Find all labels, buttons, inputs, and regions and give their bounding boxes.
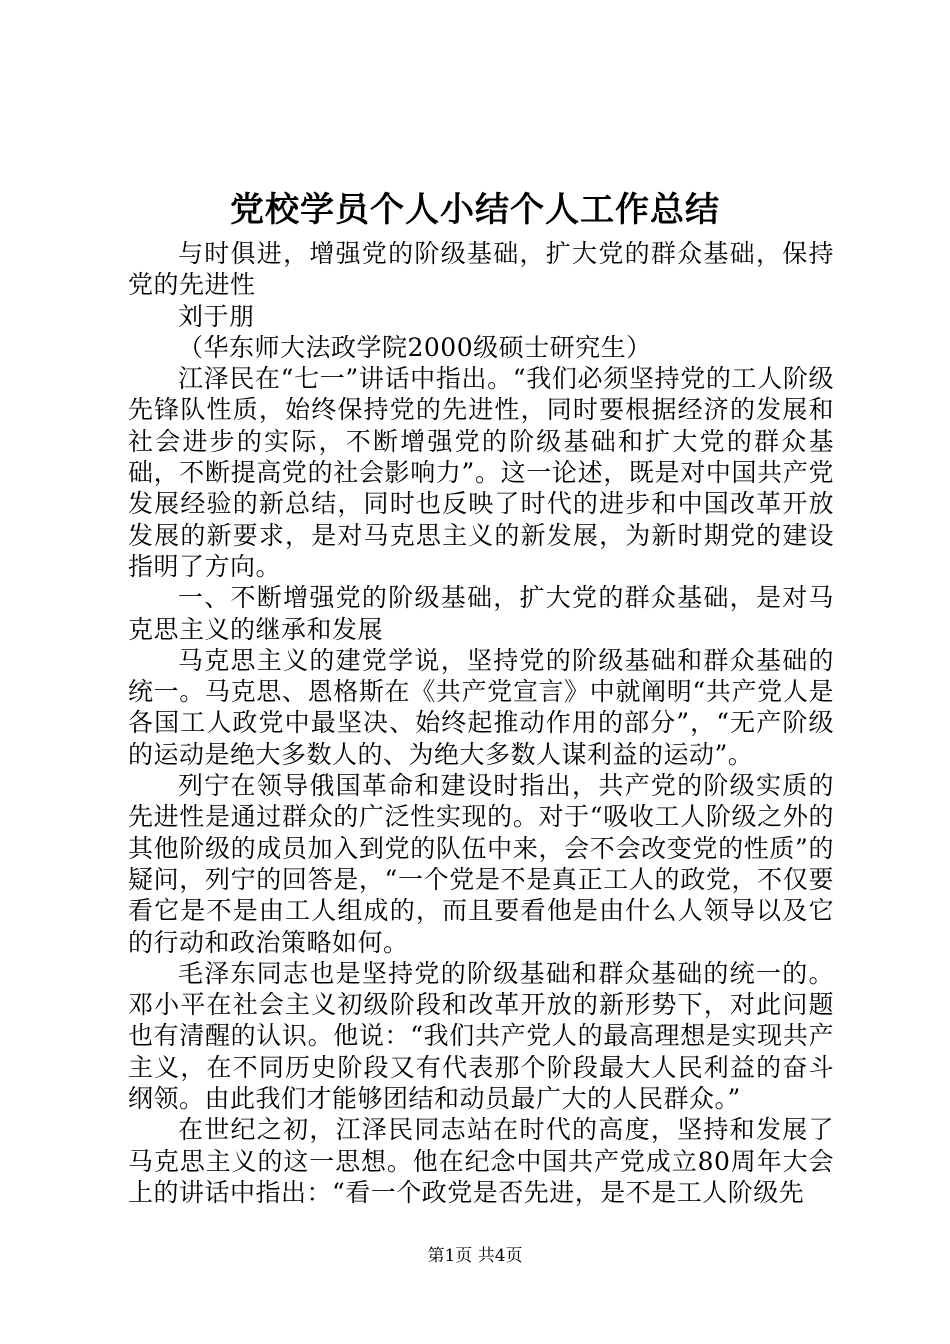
body-paragraph: 毛泽东同志也是坚持党的阶级基础和群众基础的统一的。邓小平在社会主义初级阶段和改革开放的新形势下，对此问题也有清醒的认识。他说：“我们共产党人的最高理想是实现共产主义，在不同历史阶段又有代表那个阶段最大人民利益的奋斗纲领。由此我们才能够团结和动员最广大的人民群众。” bbox=[128, 958, 834, 1114]
document-title: 党校学员个人小结个人工作总结 bbox=[230, 190, 720, 230]
body-paragraph: 马克思主义的建党学说，坚持党的阶级基础和群众基础的统一。马克思、恩格斯在《共产党宣言》中就阐明“共产党人是各国工人政党中最坚决、始终起推动作用的部分”，“无产阶级的运动是绝大多数人的、为绝大多数人谋利益的运动”。 bbox=[128, 645, 834, 769]
author-name: 刘于朋 bbox=[178, 301, 255, 331]
body-paragraph: 列宁在领导俄国革命和建设时指出，共产党的阶级实质的先进性是通过群众的广泛性实现的。对于“吸收工人阶级之外的其他阶级的成员加入到党的队伍中来，会不会改变党的性质”的疑问，列宁的回答是，“一个党是不是真正工人的政党，不仅要看它是不是由工人组成的，而且要看他是由什么人领导以及它的行动和政治策略如何。 bbox=[128, 771, 834, 957]
document-body bbox=[128, 238, 834, 1208]
page-number-footer: 第1页 共4页 bbox=[427, 1246, 523, 1266]
subtitle-paragraph: 与时俱进，增强党的阶级基础，扩大党的群众基础，保持党的先进性 bbox=[128, 239, 834, 300]
section-heading: 一、不断增强党的阶级基础，扩大党的群众基础，是对马克思主义的继承和发展 bbox=[128, 583, 834, 644]
body-paragraph: 江泽民在“七一”讲话中指出。“我们必须坚持党的工人阶级先锋队性质，始终保持党的先进性，同时要根据经济的发展和社会进步的实际，不断增强党的阶级基础和扩大党的群众基础，不断提高党的社会影响力”。这一论述，既是对中国共产党发展经验的新总结，同时也反映了时代的进步和中国改革开放发展的新要求，是对马克思主义的新发展，为新时期党的建设指明了方向。 bbox=[128, 364, 834, 581]
body-paragraph: 在世纪之初，江泽民同志站在时代的高度，坚持和发展了马克思主义的这一思想。他在纪念中国共产党成立80周年大会上的讲话中指出：“看一个政党是否先进，是不是工人阶级先 bbox=[128, 1115, 834, 1207]
author-affiliation: （华东师大法政学院2000级硕士研究生） bbox=[178, 332, 652, 362]
